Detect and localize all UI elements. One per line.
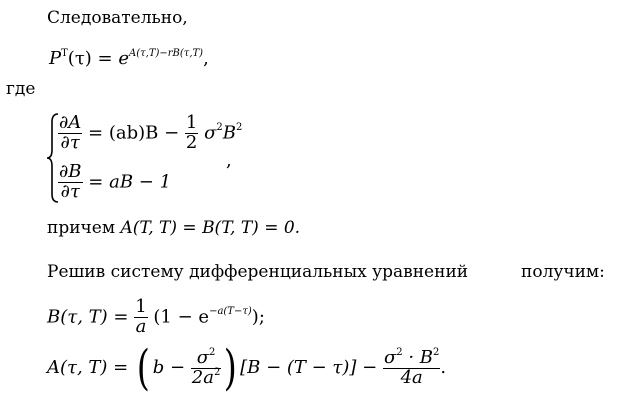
dB-numerator: ∂B [59, 161, 82, 182]
right-paren: ) [224, 340, 238, 396]
b-solution [47, 298, 265, 337]
b-square: 2 [236, 122, 243, 134]
system-equation-1 [58, 114, 242, 153]
system-comma: , [226, 150, 232, 171]
where-word: где [6, 79, 36, 99]
dtau-denominator-2: ∂τ [60, 180, 80, 202]
b-fraction-denominator: a [135, 315, 147, 337]
dtau-denominator: ∂τ [60, 131, 80, 153]
sigma-numerator: σ [196, 346, 210, 368]
a-solution-tail: . [440, 357, 447, 378]
condition-line [47, 218, 300, 238]
condition-word: причем [47, 218, 116, 238]
price-superscript: T [61, 48, 68, 59]
b-solution-fraction [134, 298, 147, 337]
rhs1-part-a: = (ab)B − [88, 122, 180, 144]
four-a-denominator: 4a [400, 366, 423, 388]
exp-exponent: A(τ,T)−rB(τ,T) [128, 48, 204, 59]
price-argument: (τ) = [67, 48, 119, 69]
system-equation-2 [58, 163, 171, 202]
half-numerator: 1 [185, 112, 198, 133]
b-fraction-numerator: 1 [135, 296, 147, 317]
price-formula [49, 48, 209, 69]
sigma-square: 2 [216, 122, 223, 134]
two-a-denominator: 2a [191, 366, 214, 388]
left-paren: ( [136, 340, 150, 396]
sigma-numerator-sup: 2 [209, 346, 216, 358]
a-solution-middle: [B − (T − τ)] − [240, 357, 378, 378]
sigma-symbol: σ [204, 122, 217, 144]
sigma-b-over-4a [383, 346, 440, 388]
b-solution-tail: ); [251, 306, 265, 328]
half-denominator: 2 [185, 131, 198, 153]
intro-text: Следовательно, [47, 8, 188, 28]
a-solution-b-term: b − [152, 357, 186, 378]
b-solution-exponent: −a(T−τ) [209, 306, 252, 318]
rhs2: = aB − 1 [88, 171, 172, 193]
solve-line-right: получим: [521, 262, 605, 282]
formula-comma: , [203, 48, 209, 69]
half-fraction [185, 114, 198, 153]
b-solution-lhs: B(τ, T) = [47, 306, 129, 328]
b-solution-body: (1 − e [153, 306, 210, 328]
exp-base: e [118, 48, 129, 69]
two-a-sup: 2 [213, 366, 221, 378]
b-symbol: B [222, 122, 237, 144]
dB-dtau-fraction [58, 163, 83, 202]
dA-dtau-fraction [58, 114, 82, 153]
solve-line-left: Решив систему дифференциальных уравнений [47, 262, 469, 282]
a-solution-lhs: A(τ, T) = [47, 357, 129, 378]
sigma-b-numerator-sup: 2 [396, 346, 403, 358]
sigma-b-numerator-b: · B [402, 346, 434, 368]
sigma-over-2a2 [191, 346, 222, 388]
a-solution [47, 340, 447, 396]
price-symbol: P [49, 48, 62, 69]
dA-numerator: ∂A [59, 112, 82, 133]
condition-expression: A(T, T) = B(T, T) = 0. [120, 218, 301, 238]
sigma-b-numerator-sigma: σ [383, 346, 397, 368]
sigma-b-numerator-sup2: 2 [433, 346, 440, 358]
